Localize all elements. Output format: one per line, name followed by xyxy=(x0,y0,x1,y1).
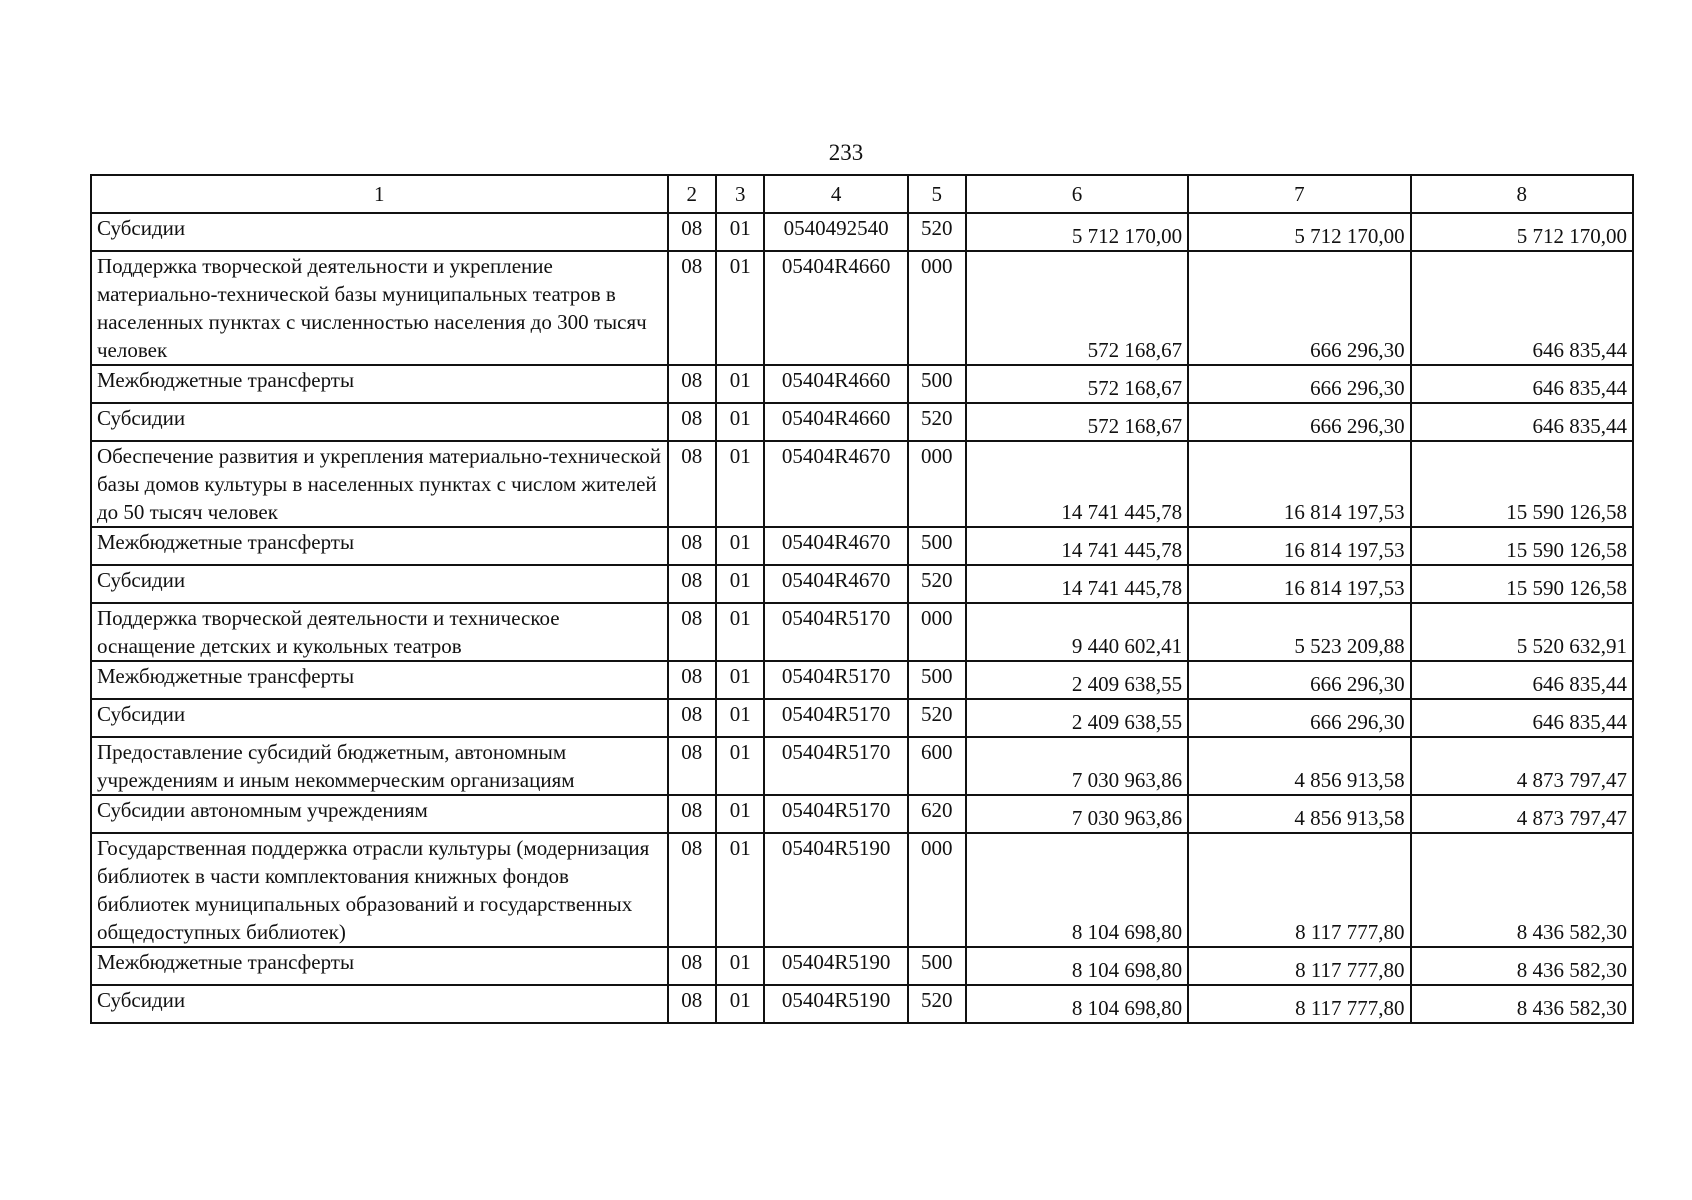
row-name-cell: Обеспечение развития и укрепления материально-технической базы домов культуры в населенных пунктах с числом жителей до 50 тысяч человек xyxy=(91,441,668,527)
section-cell: 08 xyxy=(668,251,716,365)
target-article-cell: 05404R5170 xyxy=(764,603,907,661)
expense-type-cell: 520 xyxy=(908,699,966,737)
amount-col7-cell: 4 856 913,58 xyxy=(1188,737,1410,795)
section-cell: 08 xyxy=(668,661,716,699)
subsection-cell: 01 xyxy=(716,985,764,1023)
budget-table xyxy=(90,174,1634,1024)
row-name-cell: Субсидии xyxy=(91,985,668,1023)
row-name-cell: Предоставление субсидий бюджетным, автономным учреждениям и иным некоммерческим организациям xyxy=(91,737,668,795)
section-cell: 08 xyxy=(668,403,716,441)
column-header: 2 xyxy=(668,175,716,213)
amount-col7-cell: 666 296,30 xyxy=(1188,251,1410,365)
amount-col6-cell: 8 104 698,80 xyxy=(966,947,1188,985)
section-cell: 08 xyxy=(668,565,716,603)
table-row xyxy=(91,441,1633,527)
amount-col8-cell: 646 835,44 xyxy=(1411,251,1633,365)
expense-type-cell: 500 xyxy=(908,947,966,985)
table-body xyxy=(91,213,1633,1023)
section-cell: 08 xyxy=(668,947,716,985)
section-cell: 08 xyxy=(668,441,716,527)
amount-col7-cell: 16 814 197,53 xyxy=(1188,441,1410,527)
expense-type-cell: 600 xyxy=(908,737,966,795)
section-cell: 08 xyxy=(668,527,716,565)
amount-col8-cell: 8 436 582,30 xyxy=(1411,833,1633,947)
row-name-cell: Субсидии xyxy=(91,403,668,441)
amount-col6-cell: 7 030 963,86 xyxy=(966,737,1188,795)
page-number: 233 xyxy=(828,140,864,165)
section-cell: 08 xyxy=(668,699,716,737)
subsection-cell: 01 xyxy=(716,565,764,603)
row-name-cell: Межбюджетные трансферты xyxy=(91,947,668,985)
column-header: 7 xyxy=(1188,175,1410,213)
expense-type-cell: 520 xyxy=(908,403,966,441)
subsection-cell: 01 xyxy=(716,365,764,403)
column-header: 8 xyxy=(1411,175,1633,213)
target-article-cell: 05404R4660 xyxy=(764,403,907,441)
amount-col6-cell: 2 409 638,55 xyxy=(966,661,1188,699)
amount-col6-cell: 2 409 638,55 xyxy=(966,699,1188,737)
subsection-cell: 01 xyxy=(716,251,764,365)
amount-col6-cell: 14 741 445,78 xyxy=(966,527,1188,565)
expense-type-cell: 500 xyxy=(908,527,966,565)
amount-col8-cell: 15 590 126,58 xyxy=(1411,527,1633,565)
subsection-cell: 01 xyxy=(716,947,764,985)
target-article-cell: 05404R4660 xyxy=(764,251,907,365)
amount-col8-cell: 646 835,44 xyxy=(1411,699,1633,737)
expense-type-cell: 000 xyxy=(908,603,966,661)
amount-col8-cell: 8 436 582,30 xyxy=(1411,985,1633,1023)
expense-type-cell: 500 xyxy=(908,365,966,403)
amount-col7-cell: 5 712 170,00 xyxy=(1188,213,1410,251)
amount-col7-cell: 8 117 777,80 xyxy=(1188,985,1410,1023)
expense-type-cell: 000 xyxy=(908,251,966,365)
row-name-cell: Поддержка творческой деятельности и техническое оснащение детских и кукольных театров xyxy=(91,603,668,661)
amount-col8-cell: 15 590 126,58 xyxy=(1411,441,1633,527)
table-header-row xyxy=(91,175,1633,213)
amount-col7-cell: 666 296,30 xyxy=(1188,365,1410,403)
expense-type-cell: 520 xyxy=(908,213,966,251)
table-row xyxy=(91,795,1633,833)
subsection-cell: 01 xyxy=(716,603,764,661)
section-cell: 08 xyxy=(668,603,716,661)
amount-col7-cell: 4 856 913,58 xyxy=(1188,795,1410,833)
amount-col6-cell: 572 168,67 xyxy=(966,365,1188,403)
row-name-cell: Поддержка творческой деятельности и укрепление материально-технической базы муниципальных театров в населенных пунктах с численностью населения до 300 тысяч человек xyxy=(91,251,668,365)
subsection-cell: 01 xyxy=(716,527,764,565)
table-row xyxy=(91,947,1633,985)
table-row xyxy=(91,661,1633,699)
row-name-cell: Субсидии автономным учреждениям xyxy=(91,795,668,833)
column-header: 3 xyxy=(716,175,764,213)
amount-col7-cell: 8 117 777,80 xyxy=(1188,833,1410,947)
target-article-cell: 05404R5170 xyxy=(764,737,907,795)
amount-col6-cell: 572 168,67 xyxy=(966,403,1188,441)
column-header: 4 xyxy=(764,175,907,213)
subsection-cell: 01 xyxy=(716,441,764,527)
amount-col8-cell: 5 520 632,91 xyxy=(1411,603,1633,661)
amount-col8-cell: 646 835,44 xyxy=(1411,365,1633,403)
row-name-cell: Межбюджетные трансферты xyxy=(91,527,668,565)
amount-col6-cell: 8 104 698,80 xyxy=(966,985,1188,1023)
section-cell: 08 xyxy=(668,795,716,833)
amount-col7-cell: 16 814 197,53 xyxy=(1188,527,1410,565)
subsection-cell: 01 xyxy=(716,699,764,737)
column-header: 1 xyxy=(91,175,668,213)
section-cell: 08 xyxy=(668,737,716,795)
target-article-cell: 0540492540 xyxy=(764,213,907,251)
table-row xyxy=(91,365,1633,403)
table-row xyxy=(91,603,1633,661)
target-article-cell: 05404R4670 xyxy=(764,527,907,565)
target-article-cell: 05404R5170 xyxy=(764,661,907,699)
amount-col7-cell: 666 296,30 xyxy=(1188,403,1410,441)
table-row xyxy=(91,251,1633,365)
amount-col6-cell: 14 741 445,78 xyxy=(966,565,1188,603)
table-row xyxy=(91,565,1633,603)
amount-col6-cell: 572 168,67 xyxy=(966,251,1188,365)
target-article-cell: 05404R5190 xyxy=(764,833,907,947)
amount-col8-cell: 5 712 170,00 xyxy=(1411,213,1633,251)
amount-col6-cell: 8 104 698,80 xyxy=(966,833,1188,947)
amount-col8-cell: 646 835,44 xyxy=(1411,661,1633,699)
target-article-cell: 05404R4660 xyxy=(764,365,907,403)
expense-type-cell: 000 xyxy=(908,833,966,947)
section-cell: 08 xyxy=(668,985,716,1023)
target-article-cell: 05404R5190 xyxy=(764,947,907,985)
row-name-cell: Государственная поддержка отрасли культуры (модернизация библиотек в части комплектования книжных фондов библиотек муниципальных образований и государственных общедоступных библиотек) xyxy=(91,833,668,947)
amount-col7-cell: 5 523 209,88 xyxy=(1188,603,1410,661)
target-article-cell: 05404R4670 xyxy=(764,441,907,527)
section-cell: 08 xyxy=(668,213,716,251)
amount-col8-cell: 4 873 797,47 xyxy=(1411,737,1633,795)
amount-col8-cell: 15 590 126,58 xyxy=(1411,565,1633,603)
amount-col6-cell: 7 030 963,86 xyxy=(966,795,1188,833)
amount-col6-cell: 14 741 445,78 xyxy=(966,441,1188,527)
amount-col7-cell: 16 814 197,53 xyxy=(1188,565,1410,603)
subsection-cell: 01 xyxy=(716,213,764,251)
amount-col7-cell: 666 296,30 xyxy=(1188,661,1410,699)
table-row xyxy=(91,403,1633,441)
row-name-cell: Межбюджетные трансферты xyxy=(91,365,668,403)
subsection-cell: 01 xyxy=(716,737,764,795)
row-name-cell: Субсидии xyxy=(91,699,668,737)
target-article-cell: 05404R5170 xyxy=(764,699,907,737)
row-name-cell: Субсидии xyxy=(91,213,668,251)
target-article-cell: 05404R4670 xyxy=(764,565,907,603)
expense-type-cell: 520 xyxy=(908,985,966,1023)
expense-type-cell: 620 xyxy=(908,795,966,833)
expense-type-cell: 500 xyxy=(908,661,966,699)
amount-col7-cell: 8 117 777,80 xyxy=(1188,947,1410,985)
amount-col6-cell: 5 712 170,00 xyxy=(966,213,1188,251)
table-row xyxy=(91,699,1633,737)
expense-type-cell: 000 xyxy=(908,441,966,527)
target-article-cell: 05404R5190 xyxy=(764,985,907,1023)
row-name-cell: Межбюджетные трансферты xyxy=(91,661,668,699)
row-name-cell: Субсидии xyxy=(91,565,668,603)
subsection-cell: 01 xyxy=(716,795,764,833)
amount-col8-cell: 646 835,44 xyxy=(1411,403,1633,441)
amount-col8-cell: 4 873 797,47 xyxy=(1411,795,1633,833)
amount-col8-cell: 8 436 582,30 xyxy=(1411,947,1633,985)
table-row xyxy=(91,737,1633,795)
expense-type-cell: 520 xyxy=(908,565,966,603)
amount-col7-cell: 666 296,30 xyxy=(1188,699,1410,737)
subsection-cell: 01 xyxy=(716,403,764,441)
amount-col6-cell: 9 440 602,41 xyxy=(966,603,1188,661)
table-row xyxy=(91,985,1633,1023)
table-row xyxy=(91,833,1633,947)
table-row xyxy=(91,213,1633,251)
target-article-cell: 05404R5170 xyxy=(764,795,907,833)
section-cell: 08 xyxy=(668,365,716,403)
column-header: 6 xyxy=(966,175,1188,213)
subsection-cell: 01 xyxy=(716,833,764,947)
column-header: 5 xyxy=(908,175,966,213)
subsection-cell: 01 xyxy=(716,661,764,699)
section-cell: 08 xyxy=(668,833,716,947)
table-row xyxy=(91,527,1633,565)
